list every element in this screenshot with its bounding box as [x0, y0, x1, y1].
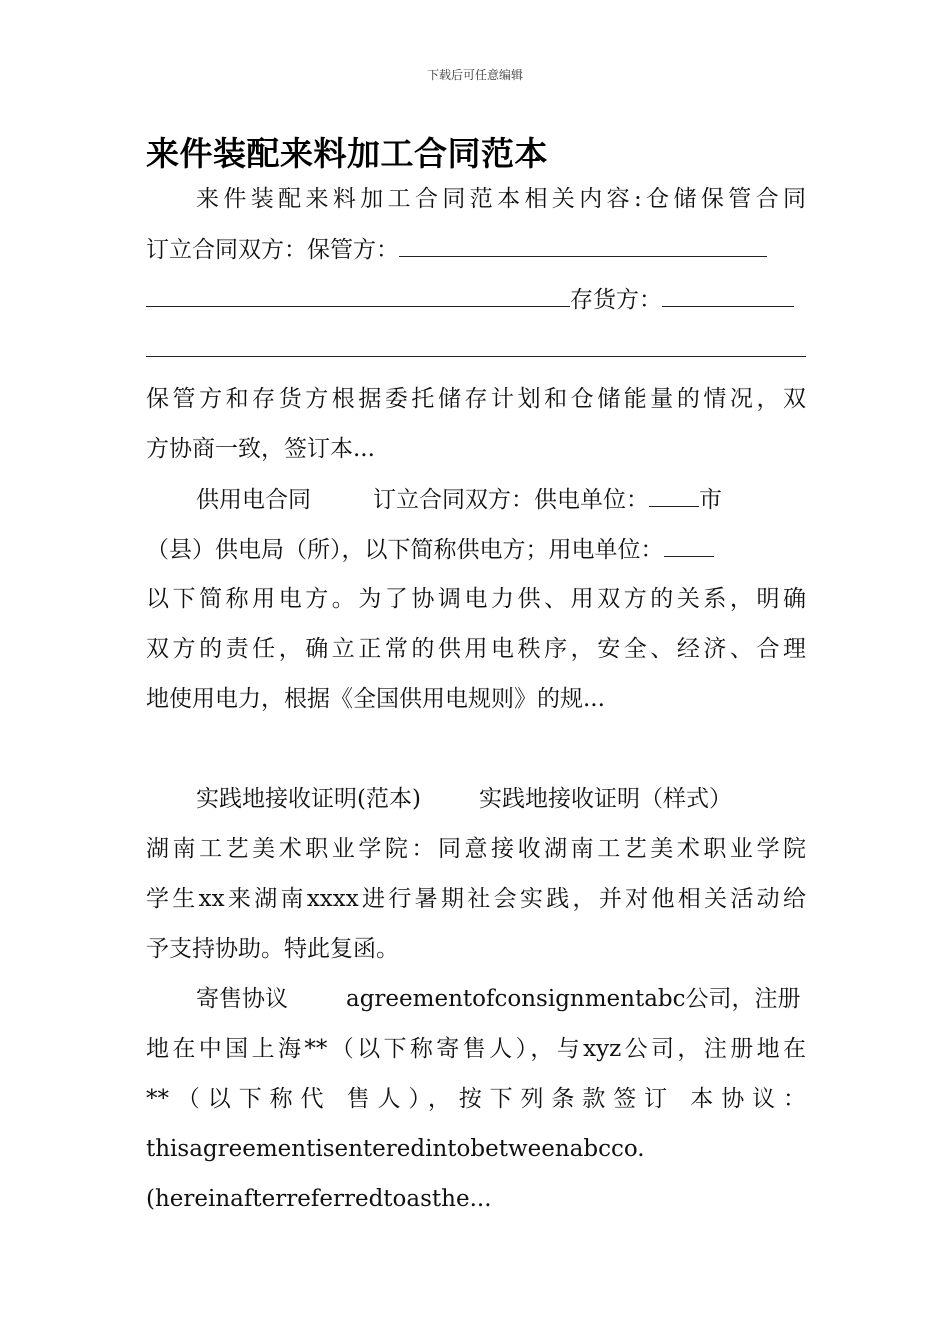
paragraph-2-line-4: 双方的责任，确立正常的供用电秩序，安全、经济、合理: [146, 636, 806, 662]
power-supplier-label: 订立合同双方：供电单位：: [373, 487, 649, 513]
paragraph-3-line-4: 予支持协助。特此复函。: [146, 936, 399, 962]
paragraph-4-line-4: thisagreementisenteredintobetweenabcco.: [146, 1136, 645, 1162]
city-label: 市: [699, 487, 722, 513]
custodian-blank-continued: [146, 284, 570, 307]
consignment-english-title: agreementofconsignmentabc公司，注册: [346, 986, 801, 1012]
paragraph-1-line-5: 保管方和存货方根据委托储存计划和仓储能量的情况，双: [146, 386, 806, 412]
paragraph-1-line-2: [146, 234, 806, 266]
depositor-label: 存货方：: [570, 287, 662, 313]
paragraph-2-line-2: [146, 534, 806, 566]
custodian-blank: [399, 234, 767, 257]
city-blank: [649, 484, 699, 507]
power-user-label: （县）供电局（所），以下简称供电方；用电单位：: [146, 537, 664, 563]
paragraph-3-line-3: 学生xx来湖南xxxx进行暑期社会实践，并对他相关活动给: [146, 886, 806, 912]
paragraph-1-line-1: 来件装配来料加工合同范本相关内容:仓储保管合同: [196, 186, 806, 212]
paragraph-2-line-5: 地使用电力，根据《全国供用电规则》的规...: [146, 686, 605, 712]
paragraph-4-line-1: [196, 984, 806, 1016]
depositor-blank: [662, 284, 794, 307]
contract-parties-label: 订立合同双方：保管方：: [146, 237, 399, 263]
paragraph-4-line-3: **（以下称代 售人），按下列条款签订 本协议：: [146, 1086, 806, 1112]
paragraph-4-line-5: (hereinafterreferredtoasthe...: [146, 1186, 492, 1212]
paragraph-2-line-1: [196, 484, 806, 516]
certificate-title: 实践地接收证明(范本): [196, 786, 421, 812]
power-contract-title: 供用电合同: [196, 487, 311, 513]
power-user-blank: [664, 534, 714, 557]
depositor-blank-continued: [146, 334, 806, 357]
document-title: 来件装配来料加工合同范本: [146, 134, 548, 173]
paragraph-1-line-3: [146, 284, 806, 316]
paragraph-3-line-1: [196, 784, 806, 816]
paragraph-1-line-4: [146, 334, 806, 366]
certificate-sample-title: 实践地接收证明（样式）: [478, 786, 732, 812]
page-header: 下载后可任意编辑: [426, 68, 523, 82]
paragraph-3-line-2: 湖南工艺美术职业学院：同意接收湖南工艺美术职业学院: [146, 836, 806, 862]
paragraph-1-line-6: 方协商一致，签订本...: [146, 436, 375, 462]
paragraph-2-line-3: 以下简称用电方。为了协调电力供、用双方的关系，明确: [146, 586, 806, 612]
consignment-title: 寄售协议: [196, 986, 288, 1012]
paragraph-4-line-2: 地在中国上海**（以下称寄售人），与xyz公司，注册地在: [146, 1036, 806, 1062]
